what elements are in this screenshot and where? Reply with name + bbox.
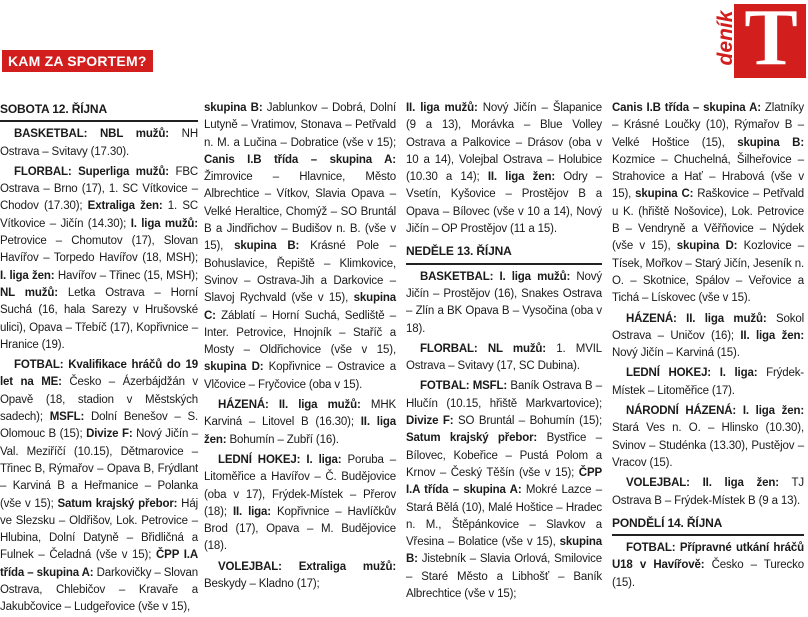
league-label: NL mužů: [0, 286, 58, 299]
league-label: II. liga žen: [204, 416, 396, 446]
league-label: Satum krajský přebor: [406, 432, 538, 445]
fixtures: Nový Jičín – Šlapanice (9 a 13), Morávka – Blue Volley Ostrava a Palkovice – Drásov (oba v 10 a 14), Volejbal Ostrava – Holubice (10.30 a 14); [406, 102, 602, 184]
sport-label: LEDNÍ HOKEJ: [626, 367, 711, 380]
logo-word: deník [714, 10, 737, 66]
fixtures: Poruba – Litoměřice a Havířov – Č. Budějovice (oba v 17), Frýdek-Místek – Přerov (18); [204, 453, 397, 518]
sport-label: BASKETBAL: [14, 128, 88, 141]
league-label: ČPP I.A třída – skupina A: [0, 549, 199, 579]
entry-volejbal-sat [204, 559, 396, 594]
fixtures: 1. SC Vítkovice – Jičín (14.30); [0, 200, 198, 230]
fixtures: Sokol Ostrava – Uničov (16); [612, 312, 805, 342]
sport-label: FOTBAL: [626, 542, 676, 555]
entry-fotbal-sat-cont [204, 100, 396, 394]
league-label: Canis I.B třída – skupina A: [612, 102, 761, 114]
fixtures: Nový Jičín – Prostějov (16), Snakes Ostrava – Zlín a BK Opava B – Vysočina (oba v 18). [406, 270, 603, 335]
fixtures: Petrovice – Chomutov (17), Slovan Havířov – Torpedo Havířov (18, MSH); [0, 235, 198, 265]
league-label: I. liga: [306, 453, 342, 466]
fixtures: Kopřivnice – Havlíčkův Brod (17), Opava – M. Budějovice (18). [204, 505, 397, 553]
sport-label: VOLEJBAL: [218, 560, 282, 573]
entry-hokej-sun [612, 365, 804, 400]
fixtures: Kozlovice – Tísek, Mořkov – Starý Jičín, Jeseník n. O. – Skotnice, Spálov – Veřovice a Tichá – Lískovec (vše v 15). [612, 240, 804, 305]
fixtures: Darkovičky – Slovan Ostrava, Chlebičov – Kravaře a Jakubčovice – Ludgeřovice (vše v 15), [0, 566, 198, 614]
fixtures: NH Ostrava – Svitavy (17.30). [0, 128, 198, 158]
league-label: MSFL: [472, 380, 508, 393]
league-label: I. liga žen: [742, 405, 805, 418]
fixtures: Žimrovice – Hlavnice, Město Albrechtice – Vítkov, Slavia Opava – Velké Heraltice, Chomýž – SO Bruntál B a Jindřichov – Budišov n. B. (vše v 15), [204, 171, 396, 253]
fixtures: FBC Ostrava – Brno (17), 1. SC Vítkovice – Chodov (17.30); [0, 165, 199, 213]
entry-fotbal-sat [0, 357, 198, 616]
fixtures: Frýdek-Místek – Litoměřice (17). [612, 367, 804, 397]
league-label: Kvalifikace hráčů do 19 let na ME: [0, 359, 199, 389]
league-label: skupina B: [204, 102, 263, 114]
column-3 [406, 100, 603, 601]
league-label: Extraliga žen: [87, 200, 163, 213]
sport-label: LEDNÍ HOKEJ: [218, 453, 301, 466]
entry-hazena-sat [204, 397, 396, 449]
league-label: MSFL: [49, 411, 85, 424]
league-label: II. liga žen: [740, 329, 804, 342]
entry-fotbal-mon [612, 540, 804, 592]
fixtures: Letka Ostrava – Horní Suchá (16, hala Sarezy v Hrušovské ulici), Opava – Třebíč (17), Kopřivnice – Hranice (19). [0, 286, 198, 351]
sport-label: FOTBAL: [14, 359, 64, 372]
fixtures: SO Bruntál – Bohumín (15); [453, 415, 602, 428]
fixtures: Háj ve Slezsku – Oldřišov, Lok. Petrovice – Hlubina, Dolní Datyně – Břidličná a Fulnek – Čeladná (vše v 15); [0, 497, 198, 562]
league-label: I. liga mužů: [499, 270, 571, 283]
entry-florbal-sat [0, 164, 198, 354]
league-label: skupina B: [234, 240, 300, 253]
listing-columns [0, 100, 808, 614]
fixtures: Česko – Turecko (15). [612, 559, 804, 589]
fixtures: Odry – Vsetín, Kyšovice – Prostějov B a Opava – Bílovec (vše v 10 a 14), Nový Jičín – OP Prostějov (11 a 15). [406, 171, 602, 236]
section-title: KAM ZA SPORTEM? [2, 50, 153, 72]
fixtures: Havířov – Třinec (15, MSH); [54, 269, 199, 282]
day-heading-sunday: NEDĚLE 13. ŘÍJNA [406, 242, 602, 264]
sport-label: FOTBAL: [420, 380, 470, 393]
league-label: skupina C: [635, 188, 694, 201]
fixtures: Krásné Pole – Bohuslavice, Řepiště – Klimkovice, Svinov – Ostrava-Jih a Darkovice – Slavoj Rychvald (vše v 15), [204, 240, 396, 305]
fixtures: Dolní Benešov – S. Olomouc B (15); [0, 411, 199, 441]
entry-florbal-sun [406, 341, 602, 376]
fixtures: Nový Jičín – Val. Meziříčí (10.15), Dětmarovice – Třinec B, Rýmařov – Opava B, Frýdlant – Karviná B a Heřmanice – Polanka (vše v 15); [0, 428, 199, 510]
league-label: I. liga: [719, 367, 758, 380]
fixtures: Stará Ves n. O. – Hlinsko (10.30), Svinov – Studénka (13.30), Pustějov – Vracov (15). [612, 422, 804, 469]
league-label: II. liga mužů: [278, 399, 361, 412]
league-label: Extraliga mužů: [298, 560, 396, 573]
sport-label: HÁZENÁ: [626, 312, 677, 325]
entry-basketbal-sun [406, 269, 602, 338]
fixtures: Nový Jičín – Karviná (15). [612, 347, 740, 360]
column-4 [612, 100, 805, 589]
sport-label: NÁRODNÍ HÁZENÁ: [626, 405, 737, 418]
league-label: II. liga žen: [702, 477, 779, 490]
league-label: Divize F: [406, 415, 454, 428]
league-label: I. liga žen: [0, 269, 55, 282]
fixtures: Zlatníky – Krásné Loučky (10), Rýmařov B – Velké Hoštice (15), [612, 102, 804, 149]
fixtures: Jistebník – Slavia Orlová, Smilovice – Staré Město a Libhošť – Baník Albrechtice (vše v 15); [406, 553, 602, 601]
entry-hokej-sat [204, 452, 396, 556]
league-label: II. liga: [232, 505, 271, 518]
day-heading-saturday: SOBOTA 12. ŘÍJNA [0, 100, 198, 122]
league-label: skupina B: [737, 136, 805, 149]
league-label: II. liga žen: [487, 171, 555, 184]
entry-basketbal-sat [0, 126, 198, 161]
league-label: NBL mužů: [100, 128, 169, 141]
fixtures: Kozmice – Chuchelná, Šilheřovice – Strahovice a Hať – Hrabová (vše v 15), [612, 153, 804, 201]
fixtures: Beskydy – Kladno (17); [204, 578, 320, 591]
fixtures: Raškovice – Petřvald u K. (hřiště Nošovice), Lok. Petrovice B – Vendryně a Věřňovice – Nýdek (vše v 15), [612, 188, 804, 253]
league-label: skupina B: [406, 536, 603, 566]
fixtures: Jablunkov – Dobrá, Dolní Lutyně – Vratimov, Stonava – Petřvald n. M. a Lučina – Dobratice (vše v 15); [204, 102, 396, 149]
sport-label: FLORBAL: [420, 342, 478, 355]
fixtures: Česko – Ázerbájdžán v Opavě (18, stadion v Městských sadech); [0, 376, 199, 424]
fixtures: Záblatí – Horní Suchá, Sedliště – Inter. Petrovice, Hnojník – Staříč a Mosty – Oldřichovice (vše v 15), [204, 309, 396, 357]
logo-letter: T [744, 0, 798, 82]
entry-volejbal-sat-cont [406, 100, 602, 238]
league-label: Satum krajský přebor: [57, 497, 178, 510]
fixtures: Baník Ostrava B – Hlučín (10.15, hřiště Markvartovice); [406, 380, 602, 410]
fixtures: Mokré Lazce – Stará Bělá (10), Malé Hoštice – Hradec n. M., Štěpánkovice – Slavkov a Vřesina – Bolatice (vše v 15), [406, 484, 602, 549]
column-2 [204, 100, 397, 591]
day-heading-monday: PONDĚLÍ 14. ŘÍJNA [612, 514, 804, 536]
fixtures: 1. MVIL Ostrava – Svitavy (17, SC Dubina). [406, 342, 603, 373]
league-label: ČPP I.A třída – skupina A: [406, 466, 602, 497]
denik-logo [706, 0, 808, 82]
fixtures: MHK Karviná – Litovel B (16.30); [204, 399, 397, 429]
league-label: I. liga mužů: [130, 217, 198, 230]
league-label: skupina C: [204, 292, 396, 322]
sport-label: HÁZENÁ: [218, 399, 269, 412]
sport-label: BASKETBAL: [420, 270, 494, 283]
fixtures: Bohumín – Zubří (16). [226, 433, 339, 446]
league-label: Divize F: [86, 428, 133, 441]
league-label: skupina D: [676, 240, 738, 253]
league-label: II. liga mužů: [686, 312, 767, 325]
league-label: skupina D: [204, 361, 264, 374]
league-label: NL mužů: [487, 342, 546, 355]
fixtures: TJ Ostrava B – Frýdek-Místek B (9 a 13). [612, 477, 805, 507]
sport-label: FLORBAL: [14, 165, 72, 178]
league-label: Canis I.B třída – skupina A: [204, 153, 396, 166]
entry-fotbal-sun-cont [612, 100, 804, 308]
sport-label: VOLEJBAL: [626, 477, 690, 490]
league-label: Přípravné utkání hráčů U18 v Havířově: [612, 542, 805, 572]
entry-narodni-hazena-sun [612, 403, 804, 472]
fixtures: Kopřivnice – Ostravice a Vlčovice – Fryčovice (oba v 15). [204, 361, 396, 391]
column-1 [0, 100, 199, 614]
entry-volejbal-sun [612, 475, 804, 510]
league-label: Superliga mužů: [78, 165, 169, 178]
entry-hazena-sun [612, 311, 804, 363]
entry-fotbal-sun [406, 378, 602, 603]
fixtures: Bystřice – Bílovec, Kobeřice – Pustá Polom a Krnov – Český Těšín (vše v 15); [406, 432, 602, 479]
league-label: II. liga mužů: [406, 102, 478, 114]
